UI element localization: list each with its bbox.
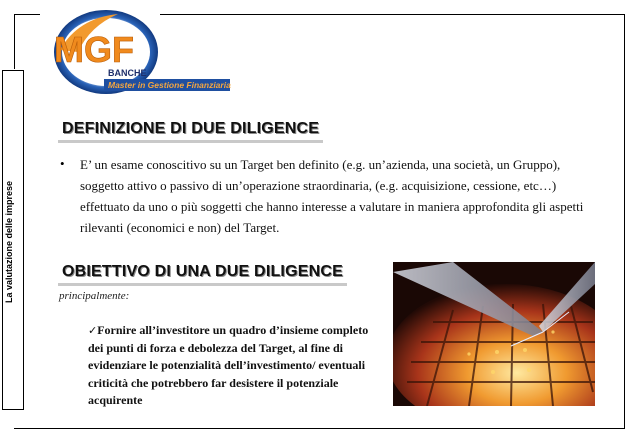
checkmark-icon: ✓ [88,324,98,337]
definition-paragraph: E’ un esame conoscitivo su un Target ben definito (e.g. un’azienda, una società, un Gruppo), soggetto attivo o passivo di un’operazione straordinaria, (e.g. acquisizione, cessione, etc…) effettuato da uno o più soggetti che hanno interesse a valutare in maniera approfondita gli aspetti rilevanti (economici e non) del Target. [80,157,584,235]
objective-item [88,322,378,410]
logo-brand: MGF [54,29,134,70]
logo-line-banche: BANCHE [108,68,147,78]
wafer-probe-photo [393,262,595,406]
objective-heading: OBIETTIVO DI UNA DUE DILIGENCE [58,261,347,286]
frame-line-bottom [14,428,625,429]
objective-item-text: Fornire all’investitore un quadro d’insieme completo dei punti di forza e debolezza del Target, al fine di evidenziare le potenzialità dell’investimento/ eventuali criticità che potrebbero far desistere il potenziale acquirente [88,323,369,407]
frame-line-top-left [14,14,40,15]
frame-line-left [14,14,15,69]
frame-line-right [624,14,625,428]
logo-line-master: Master in Gestione Finanziaria [108,80,231,90]
sidebar-label: La valutazione delle imprese [4,180,14,304]
objective-subtitle: principalmente: [59,290,130,302]
sidebar-label-box [2,70,24,410]
mgf-logo [38,6,238,98]
bullet-glyph: • [60,156,65,171]
definition-heading: DEFINIZIONE DI DUE DILIGENCE [58,118,323,143]
